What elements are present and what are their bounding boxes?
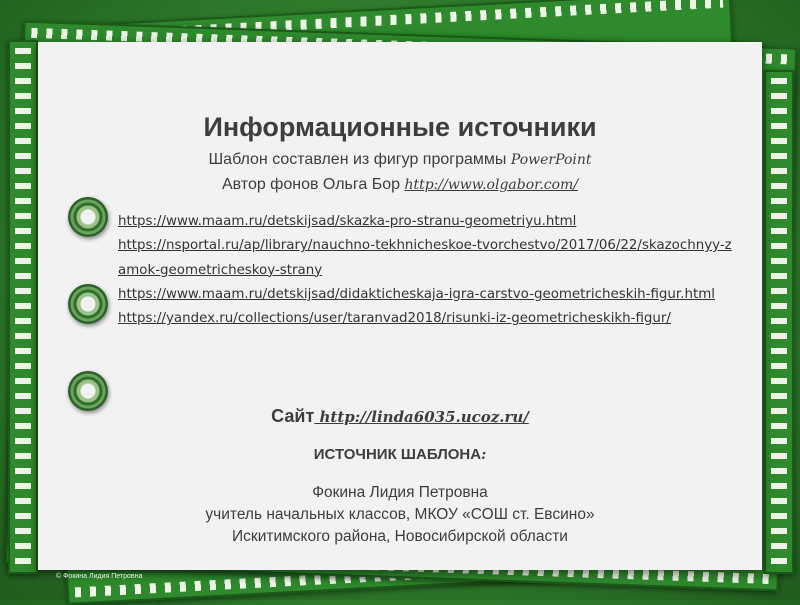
film-strip-left xyxy=(8,40,38,574)
template-credit xyxy=(38,151,762,169)
source-link[interactable]: https://nsportal.ru/ap/library/nauchno-tekhnicheskoe-tvorchestvo/2017/06/22/skazochnyy-zamok-geometricheskoy-strany xyxy=(118,238,732,278)
source-links-list xyxy=(118,210,733,331)
page-title: Информационные источники xyxy=(203,112,597,142)
backgrounds-link[interactable]: http://www.olgabor.com/ xyxy=(404,177,579,193)
ring-bullet-icon xyxy=(68,197,108,237)
author-block xyxy=(38,482,762,548)
template-program: PowerPoint xyxy=(510,152,592,168)
copyright-note: © Фокина Лидия Петровна xyxy=(56,573,143,580)
template-source-heading xyxy=(38,446,762,463)
source-link[interactable]: https://www.maam.ru/detskijsad/didakticheskaja-igra-carstvo-geometricheskih-figur.html xyxy=(118,286,715,302)
template-credit-text: Шаблон составлен из фигур программы xyxy=(208,151,511,168)
author-position: учитель начальных классов, МКОУ «СОШ ст. Евсино» xyxy=(205,506,595,523)
site-label: Сайт xyxy=(271,406,315,426)
film-strip-right xyxy=(764,70,794,574)
content-card xyxy=(38,42,762,570)
template-source-label: ИСТОЧНИК ШАБЛОНА xyxy=(313,446,482,463)
backgrounds-credit-text: Автор фонов Ольга Бор xyxy=(221,176,405,193)
template-source-colon: : xyxy=(481,447,487,463)
backgrounds-credit xyxy=(38,176,762,194)
site-line xyxy=(38,406,762,427)
ring-bullet-icon xyxy=(68,284,108,324)
author-region: Искитимского района, Новосибирской области xyxy=(232,528,568,545)
site-link[interactable]: http://linda6035.ucoz.ru/ xyxy=(314,408,529,426)
ring-bullet-icon xyxy=(68,371,108,411)
author-name: Фокина Лидия Петровна xyxy=(312,484,488,501)
source-link[interactable]: https://yandex.ru/collections/user/taranvad2018/risunki-iz-geometricheskikh-figur/ xyxy=(118,311,671,327)
source-link[interactable]: https://www.maam.ru/detskijsad/skazka-pro-stranu-geometriyu.html xyxy=(118,214,577,229)
